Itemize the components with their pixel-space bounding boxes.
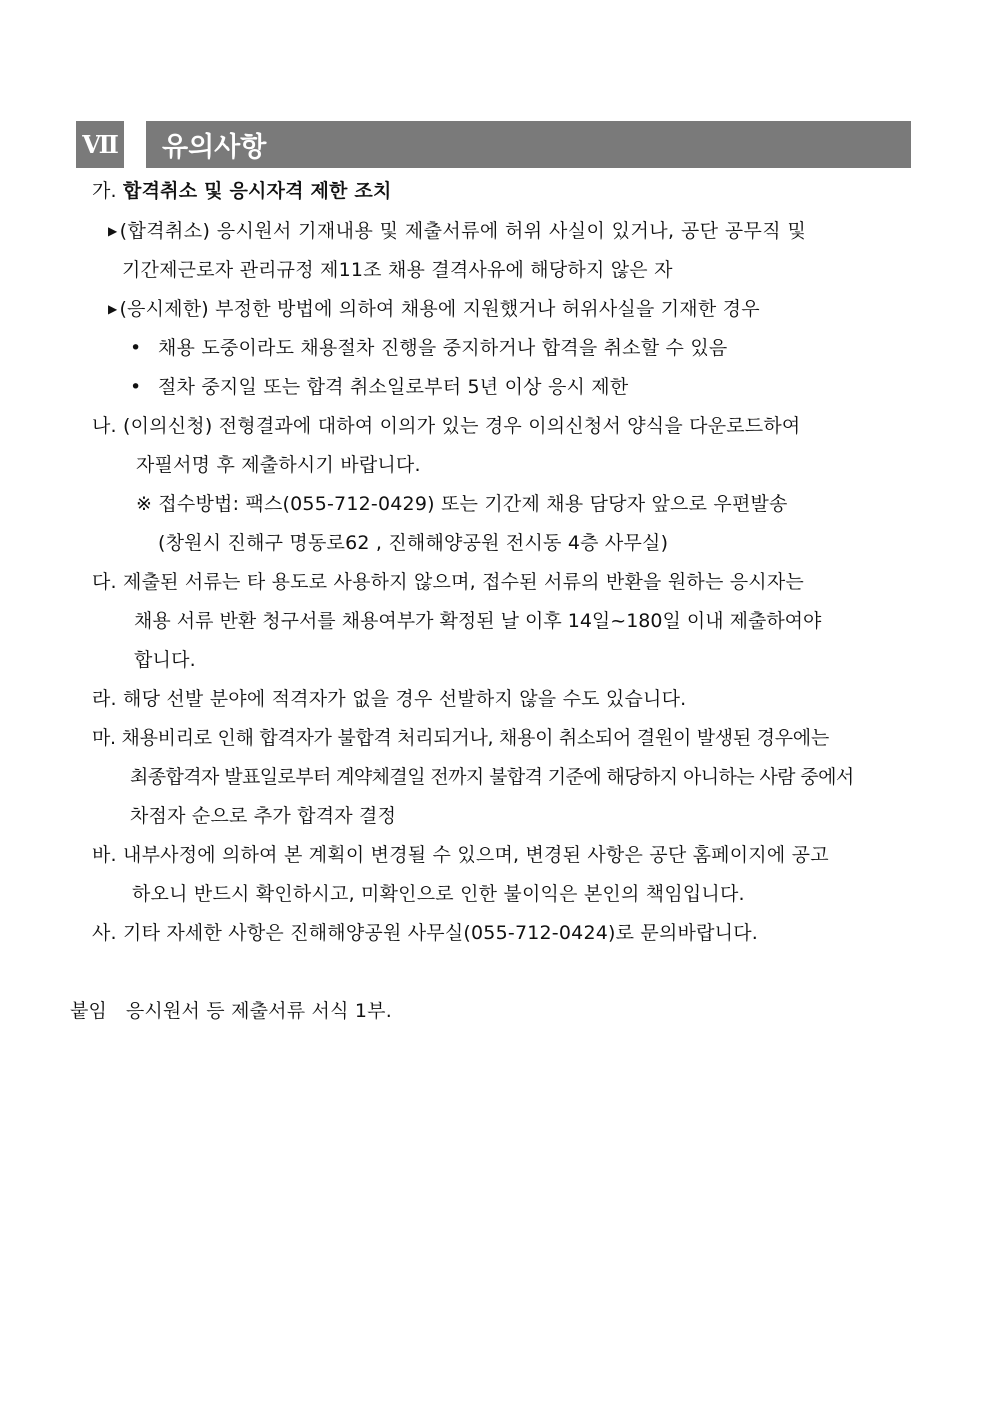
section-header [76, 121, 911, 168]
note-address: (창원시 진해구 명동로62 , 진해해양공원 전시동 4층 사무실) [158, 532, 669, 554]
bullet-restrict: ▶ (응시제한) 부정한 방법에 의하여 채용에 지원했거나 허위사실을 기재한 경우 [108, 298, 760, 320]
dot-bullet-icon: • [130, 337, 142, 359]
item-ma-cont2: 차점자 순으로 추가 합격자 결정 [130, 805, 397, 827]
item-da-cont: 채용 서류 반환 청구서를 채용여부가 확정된 날 이후 14일~180일 이내 제출하여야 [134, 610, 822, 632]
item-ga-title: 합격취소 및 응시자격 제한 조치 [123, 180, 392, 202]
item-na-cont: 자필서명 후 제출하시기 바랍니다. [136, 454, 421, 476]
item-da-cont2: 합니다. [134, 649, 196, 671]
attachment-note: 붙임 응시원서 등 제출서류 서식 1부. [70, 1000, 392, 1022]
dot-bullet-icon: • [130, 376, 142, 398]
bullet-cancel: ▶ (합격취소) 응시원서 기재내용 및 제출서류에 허위 사실이 있거나, 공단 공무직 및 [108, 220, 807, 242]
section-title: 유의사항 [146, 121, 911, 168]
triangle-bullet-icon: ▶ [108, 302, 118, 316]
item-ba: 바. 내부사정에 의하여 본 계획이 변경될 수 있으며, 변경된 사항은 공단 홈페이지에 공고 [92, 844, 829, 866]
item-marker: 가. [92, 180, 117, 202]
note-method: ※ 접수방법: 팩스(055-712-0429) 또는 기간제 채용 담당자 앞으로 우편발송 [136, 493, 788, 515]
dot-item-1: • 채용 도중이라도 채용절차 진행을 중지하거나 합격을 취소할 수 있음 [130, 337, 728, 359]
item-sa: 사. 기타 자세한 사항은 진해해양공원 사무실(055-712-0424)로 문의바랍니다. [92, 922, 758, 944]
item-ma-cont: 최종합격자 발표일로부터 계약체결일 전까지 불합격 기준에 해당하지 아니하는 사람 중에서 [130, 766, 854, 788]
triangle-bullet-icon: ▶ [108, 224, 118, 238]
item-ma: 마. 채용비리로 인해 합격자가 불합격 처리되거나, 채용이 취소되어 결원이 발생된 경우에는 [92, 727, 829, 749]
dot-item-2: • 절차 중지일 또는 합격 취소일로부터 5년 이상 응시 제한 [130, 376, 629, 398]
item-ra: 라. 해당 선발 분야에 적격자가 없을 경우 선발하지 않을 수도 있습니다. [92, 688, 687, 710]
item-da: 다. 제출된 서류는 타 용도로 사용하지 않으며, 접수된 서류의 반환을 원하는 응시자는 [92, 571, 804, 593]
item-ba-cont: 하오니 반드시 확인하시고, 미확인으로 인한 불이익은 본인의 책임입니다. [132, 883, 745, 905]
item-ga [92, 178, 392, 204]
section-number: Ⅶ [76, 121, 124, 168]
item-na: 나. (이의신청) 전형결과에 대하여 이의가 있는 경우 이의신청서 양식을 다운로드하여 [92, 415, 801, 437]
bullet-cancel-cont: 기간제근로자 관리규정 제11조 채용 결격사유에 해당하지 않은 자 [122, 259, 673, 281]
